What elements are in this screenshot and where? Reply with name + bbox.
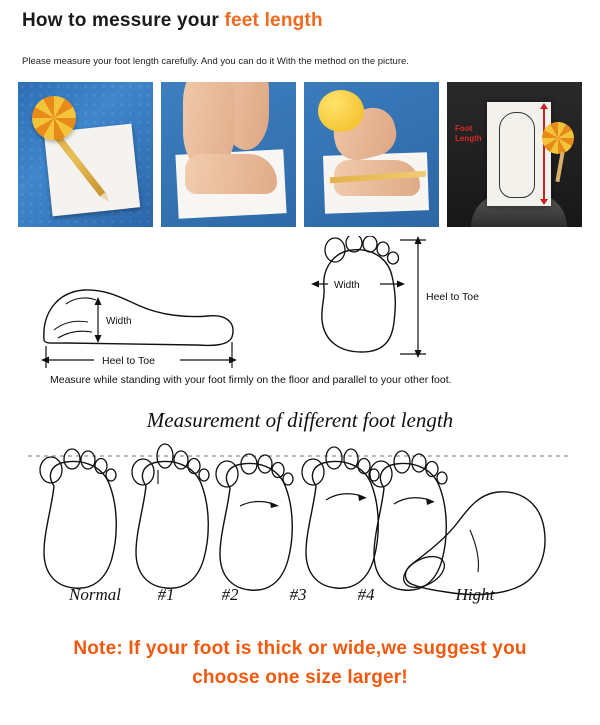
lollipop-stick xyxy=(555,152,564,182)
side-width-label: Width xyxy=(106,316,132,327)
page-title-accent: feet length xyxy=(224,10,323,31)
measure-instruction: Measure while standing with your foot firmly on the floor and parallel to your other foot. xyxy=(50,374,452,386)
intro-text: Please measure your foot length carefully. And you can do it With the method on the picture. xyxy=(22,56,409,67)
page-title xyxy=(22,10,323,32)
foot-type-4 xyxy=(370,451,447,590)
foot-length-label-line1: Foot xyxy=(455,124,473,133)
foot-type-label-4: #4 xyxy=(357,585,375,604)
foot-type-hight xyxy=(398,492,545,595)
foot-top-outline xyxy=(322,250,395,352)
width-arrow-icon xyxy=(95,297,102,343)
foot-outline xyxy=(499,112,535,198)
top-width-label: Width xyxy=(334,280,360,291)
foot-type-3 xyxy=(302,447,379,588)
foot-length-label-line2: Length xyxy=(455,134,482,143)
toe-3 xyxy=(363,236,377,252)
warning-note-line1: Note: If your foot is thick or wide,we suggest you xyxy=(73,638,527,659)
length-arrow-icon xyxy=(400,236,426,358)
warning-note-line2: choose one size larger! xyxy=(192,667,408,688)
foot-type-1 xyxy=(132,444,209,588)
photo-measuring-foot-with-pencil xyxy=(304,82,439,227)
photo-strip xyxy=(18,82,582,227)
lollipop-icon xyxy=(318,90,364,132)
foot-type-label-hight: Hight xyxy=(455,585,495,604)
toe-4 xyxy=(377,242,389,256)
toe-5 xyxy=(388,252,399,264)
top-view-diagram xyxy=(300,236,530,366)
side-length-label: Heel to Toe xyxy=(102,355,155,367)
foot-shape xyxy=(185,154,277,194)
toe-line-1 xyxy=(54,321,88,330)
side-view-diagram xyxy=(36,242,266,372)
toe-line-2 xyxy=(58,331,92,338)
lollipop-icon xyxy=(32,96,76,140)
photo-paper-pencil-lollipop xyxy=(18,82,153,227)
section-heading: Measurement of different foot length xyxy=(146,408,454,432)
lollipop-icon xyxy=(542,122,574,154)
toe-1 xyxy=(325,238,345,262)
top-length-label: Heel to Toe xyxy=(426,291,479,303)
length-arrow-icon xyxy=(543,108,545,200)
toe-line-3 xyxy=(66,298,96,304)
foot-type-label-1: #1 xyxy=(157,585,175,604)
foot-length-label xyxy=(455,124,482,144)
foot-type-normal xyxy=(40,449,116,588)
foot-type-2 xyxy=(216,454,293,590)
warning-note xyxy=(0,634,600,692)
photo-foot-on-paper xyxy=(161,82,296,227)
foot-type-label-normal: Normal xyxy=(69,585,121,604)
foot-type-label-3: #3 xyxy=(289,585,307,604)
foot-outline-diagrams xyxy=(0,236,600,366)
foot-side-outline xyxy=(44,290,233,346)
photo-holding-traced-paper xyxy=(447,82,582,227)
page-title-lead: How to messure your xyxy=(22,10,225,31)
foot-type-label-2: #2 xyxy=(221,585,239,604)
